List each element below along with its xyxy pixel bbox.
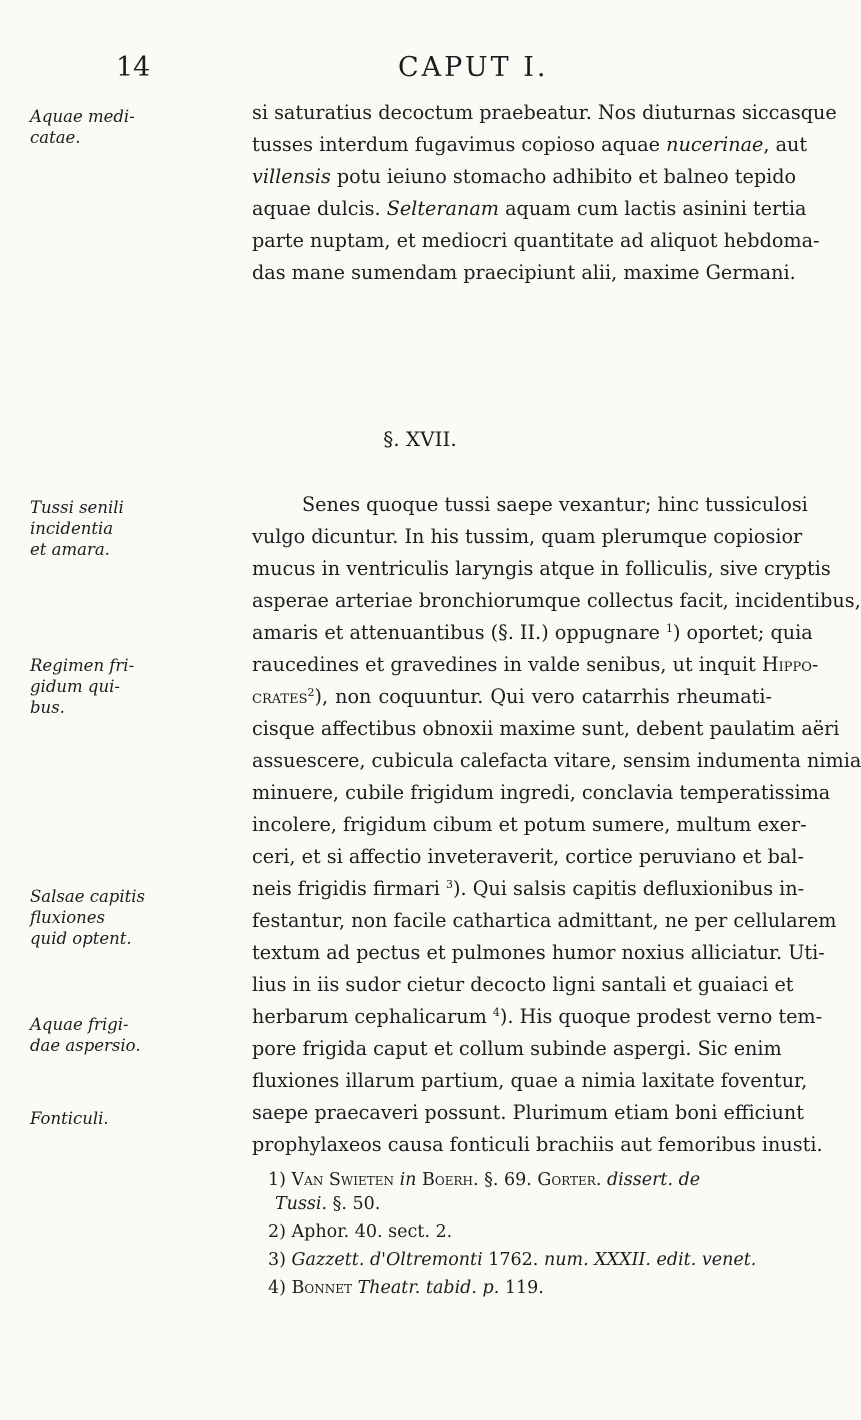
margin-note-line: et amara. [30, 540, 110, 559]
margin-note-line: fluxiones [30, 908, 106, 927]
body-line: pore frigida caput et collum subinde aspergi. Sic enim [252, 1037, 782, 1060]
margin-note-aquae-frigidae [30, 1014, 250, 1056]
margin-note-line: Regimen fri- [30, 656, 135, 675]
margin-note-line: Aquae medi- [30, 107, 135, 126]
margin-note-line: Tussi senili [30, 498, 124, 517]
body-line: herbarum cephalicarum $^4$). His quoque prodest verno tem- [252, 1005, 823, 1028]
margin-note-line: bus. [30, 698, 65, 717]
body-line: amaris et attenuantibus (§. II.) oppugnare $^1$) oportet; quia [252, 621, 813, 644]
footnote-2: 2) Aphor. 40. sect. 2. [268, 1222, 453, 1242]
body-line: saepe praecaveri possunt. Plurimum etiam boni efficiunt [252, 1101, 804, 1124]
footnote-1: 1) Van Swieten in Boerh. §. 69. Gorter. dissert. de [268, 1170, 701, 1190]
footnote-4: 4) Bonnet Theatr. tabid. p. 119. [268, 1278, 544, 1298]
body-line: das mane sumendam praecipiunt alii, maxime Germani. [252, 261, 796, 284]
body-line: minuere, cubile frigidum ingredi, conclavia temperatissima [252, 781, 831, 804]
margin-note-salsae-capitis [30, 886, 250, 949]
body-line: tusses interdum fugavimus copioso aquae nucerinae, aut [252, 133, 808, 156]
body-line: fluxiones illarum partium, quae a nimia laxitate foventur, [252, 1069, 808, 1092]
body-line: si saturatius decoctum praebeatur. Nos diuturnas siccasque [252, 101, 837, 124]
footnote-3: 3) Gazzett. d'Oltremonti 1762. num. XXXII. edit. venet. [268, 1250, 757, 1270]
section-heading: §. XVII. [383, 427, 457, 451]
body-line: raucedines et gravedines in valde senibus, ut inquit Hippo- [252, 653, 819, 676]
body-line: crates$^2$), non coquuntur. Qui vero catarrhis rheumati- [252, 685, 772, 708]
footnote-1-cont: Tussi. §. 50. [275, 1194, 381, 1214]
body-line: incolere, frigidum cibum et potum sumere, multum exer- [252, 813, 807, 836]
body-line: Senes quoque tussi saepe vexantur; hinc tussiculosi [302, 493, 808, 516]
page-header [0, 52, 800, 86]
margin-note-line: catae. [30, 128, 81, 147]
running-title: CAPUT I. [398, 52, 549, 83]
page-number: 14 [116, 52, 151, 83]
margin-note-line: quid optent. [30, 929, 132, 948]
body-line: neis frigidis firmari $^3$). Qui salsis capitis defluxionibus in- [252, 877, 805, 900]
margin-note-line: dae aspersio. [30, 1036, 141, 1055]
margin-note-line: Salsae capitis [30, 887, 146, 906]
body-line: lius in iis sudor cietur decocto ligni santali et guaiaci et [252, 973, 794, 996]
margin-note-fonticuli [30, 1108, 250, 1129]
margin-note-aquae-medicatae [30, 106, 250, 148]
margin-note-line: incidentia [30, 519, 114, 538]
body-line: festantur, non facile cathartica admittant, ne per cellularem [252, 909, 837, 932]
body-line: prophylaxeos causa fonticuli brachiis aut femoribus inusti. [252, 1133, 823, 1156]
body-line: ceri, et si affectio inveteraverit, cortice peruviano et bal- [252, 845, 804, 868]
body-line: asperae arteriae bronchiorumque collectus facit, incidentibus, [252, 589, 861, 612]
body-line: parte nuptam, et mediocri quantitate ad aliquot hebdoma- [252, 229, 820, 252]
body-line: textum ad pectus et pulmones humor noxius alliciatur. Uti- [252, 941, 825, 964]
body-line: aquae dulcis. Selteranam aquam cum lactis asinini tertia [252, 197, 807, 220]
margin-note-tussi-senili [30, 497, 250, 560]
margin-note-regimen [30, 655, 250, 718]
body-line: assuescere, cubicula calefacta vitare, sensim indumenta nimia [252, 749, 861, 772]
margin-note-line: gidum qui- [30, 677, 120, 696]
body-line: vulgo dicuntur. In his tussim, quam plerumque copiosior [252, 525, 803, 548]
margin-note-line: Aquae frigi- [30, 1015, 129, 1034]
margin-note-line: Fonticuli. [30, 1109, 109, 1128]
body-line: mucus in ventriculis laryngis atque in folliculis, sive cryptis [252, 557, 831, 580]
body-line: villensis potu ieiuno stomacho adhibito et balneo tepido [252, 165, 797, 188]
body-line: cisque affectibus obnoxii maxime sunt, debent paulatim aëri [252, 717, 840, 740]
